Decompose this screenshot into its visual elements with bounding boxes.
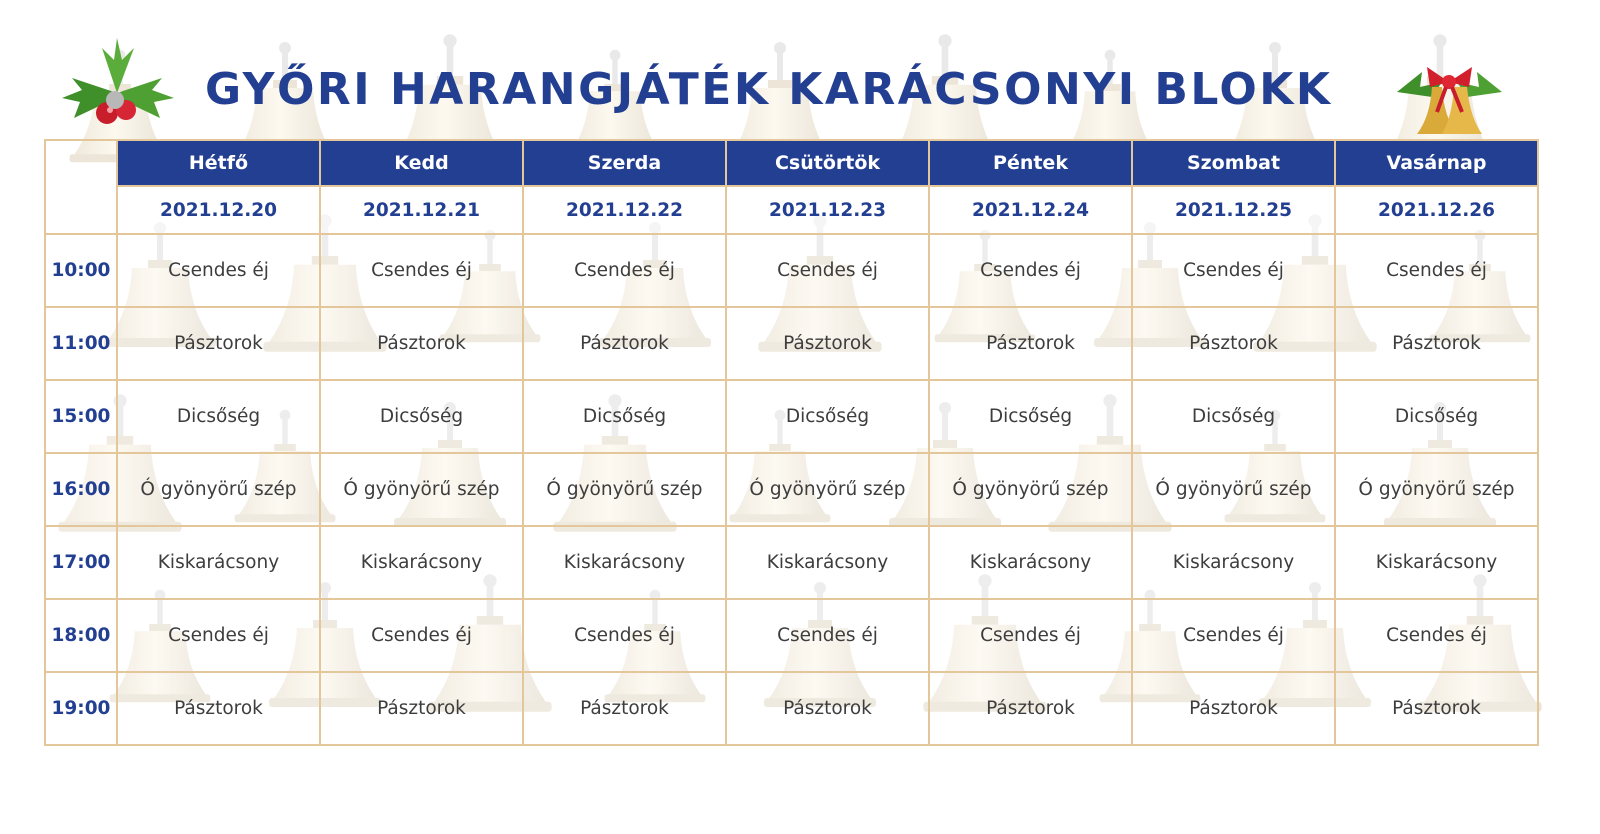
song-cell: Kiskarácsony	[117, 526, 320, 599]
day-header: Péntek	[929, 140, 1132, 186]
table-row	[45, 380, 1538, 453]
song-cell: Dicsőség	[320, 380, 523, 453]
song-cell: Kiskarácsony	[320, 526, 523, 599]
table-row	[45, 672, 1538, 745]
table-row	[45, 234, 1538, 307]
song-cell: Pásztorok	[523, 307, 726, 380]
song-cell: Pásztorok	[117, 307, 320, 380]
song-cell: Pásztorok	[1335, 307, 1538, 380]
time-cell: 15:00	[45, 380, 117, 453]
song-cell: Dicsőség	[523, 380, 726, 453]
song-cell: Pásztorok	[726, 307, 929, 380]
song-cell: Csendes éj	[1335, 599, 1538, 672]
time-cell: 10:00	[45, 234, 117, 307]
date-row	[45, 186, 1538, 234]
song-cell: Csendes éj	[1335, 234, 1538, 307]
song-cell: Pásztorok	[320, 307, 523, 380]
song-cell: Kiskarácsony	[929, 526, 1132, 599]
song-cell: Csendes éj	[929, 234, 1132, 307]
song-cell: Csendes éj	[117, 599, 320, 672]
song-cell: Ó gyönyörű szép	[1335, 453, 1538, 526]
song-cell: Csendes éj	[1132, 234, 1335, 307]
day-header: Kedd	[320, 140, 523, 186]
date-cell: 2021.12.23	[726, 186, 929, 234]
song-cell: Ó gyönyörű szép	[726, 453, 929, 526]
corner-cell	[45, 140, 117, 234]
time-cell: 19:00	[45, 672, 117, 745]
song-cell: Pásztorok	[1132, 307, 1335, 380]
song-cell: Pásztorok	[1132, 672, 1335, 745]
song-cell: Ó gyönyörű szép	[1132, 453, 1335, 526]
day-header: Vasárnap	[1335, 140, 1538, 186]
table-row	[45, 307, 1538, 380]
day-header: Csütörtök	[726, 140, 929, 186]
song-cell: Dicsőség	[929, 380, 1132, 453]
song-cell: Csendes éj	[726, 234, 929, 307]
day-header-row	[45, 140, 1538, 186]
song-cell: Pásztorok	[929, 307, 1132, 380]
song-cell: Pásztorok	[117, 672, 320, 745]
song-cell: Pásztorok	[929, 672, 1132, 745]
christmas-bells-icon	[1392, 42, 1507, 147]
song-cell: Kiskarácsony	[523, 526, 726, 599]
time-cell: 16:00	[45, 453, 117, 526]
table-row	[45, 599, 1538, 672]
table-row	[45, 526, 1538, 599]
song-cell: Csendes éj	[1132, 599, 1335, 672]
song-cell: Csendes éj	[320, 234, 523, 307]
date-cell: 2021.12.24	[929, 186, 1132, 234]
date-cell: 2021.12.26	[1335, 186, 1538, 234]
table-row	[45, 453, 1538, 526]
song-cell: Csendes éj	[523, 234, 726, 307]
day-header: Szombat	[1132, 140, 1335, 186]
song-cell: Ó gyönyörű szép	[117, 453, 320, 526]
holly-icon	[52, 38, 182, 138]
day-header: Hétfő	[117, 140, 320, 186]
song-cell: Pásztorok	[726, 672, 929, 745]
song-cell: Ó gyönyörű szép	[320, 453, 523, 526]
song-cell: Ó gyönyörű szép	[929, 453, 1132, 526]
song-cell: Dicsőség	[1335, 380, 1538, 453]
song-cell: Kiskarácsony	[726, 526, 929, 599]
date-cell: 2021.12.20	[117, 186, 320, 234]
song-cell: Csendes éj	[523, 599, 726, 672]
song-cell: Kiskarácsony	[1335, 526, 1538, 599]
time-cell: 11:00	[45, 307, 117, 380]
date-cell: 2021.12.21	[320, 186, 523, 234]
time-cell: 17:00	[45, 526, 117, 599]
schedule-table	[44, 139, 1539, 746]
song-cell: Csendes éj	[320, 599, 523, 672]
song-cell: Csendes éj	[929, 599, 1132, 672]
song-cell: Dicsőség	[1132, 380, 1335, 453]
song-cell: Ó gyönyörű szép	[523, 453, 726, 526]
song-cell: Pásztorok	[1335, 672, 1538, 745]
song-cell: Dicsőség	[117, 380, 320, 453]
date-cell: 2021.12.22	[523, 186, 726, 234]
header	[0, 30, 1600, 150]
song-cell: Csendes éj	[726, 599, 929, 672]
day-header: Szerda	[523, 140, 726, 186]
song-cell: Dicsőség	[726, 380, 929, 453]
time-cell: 18:00	[45, 599, 117, 672]
song-cell: Pásztorok	[320, 672, 523, 745]
date-cell: 2021.12.25	[1132, 186, 1335, 234]
page-title: GYŐRI HARANGJÁTÉK KARÁCSONYI BLOKK	[205, 64, 1333, 115]
song-cell: Kiskarácsony	[1132, 526, 1335, 599]
song-cell: Pásztorok	[523, 672, 726, 745]
song-cell: Csendes éj	[117, 234, 320, 307]
